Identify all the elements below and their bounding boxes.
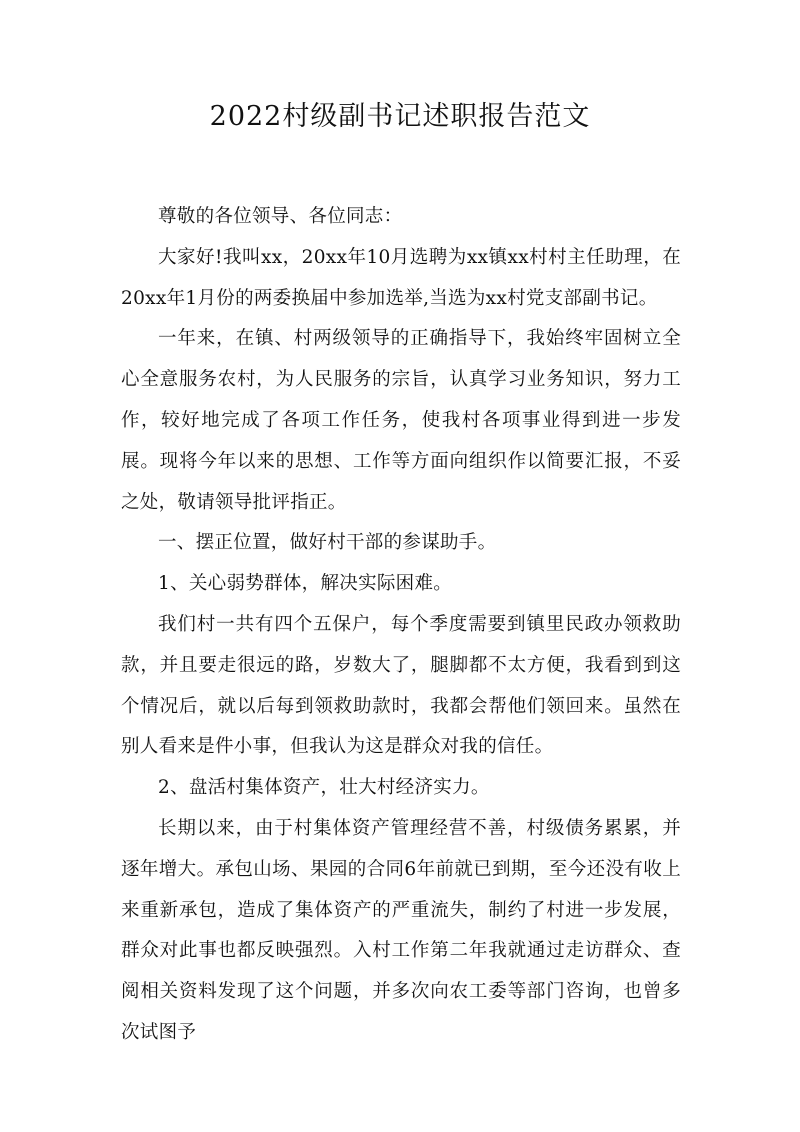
section-heading-1: 一、摆正位置，做好村干部的参谋助手。 — [158, 532, 497, 554]
body-paragraph: 长期以来，由于村集体资产管理经营不善，村级债务累累，并逐年增大。承包山场、果园的合同6年前就已到期，至今还没有收上来重新承包，造成了集体资产的严重流失，制约了村进一步发展，群众对此事也都反映强烈。入村工作第二年我就通过走访群众、查阅相关资料发现了这个问题，并多次向农工委等部门咨询，也曾多次试图予 — [121, 817, 681, 1043]
document-body — [121, 197, 681, 1054]
summary-paragraph: 一年来，在镇、村两级领导的正确指导下，我始终牢固树立全心全意服务农村，为人民服务的宗旨，认真学习业务知识，努力工作，较好地完成了各项工作任务，使我村各项事业得到进一步发展。现将今年以来的思想、工作等方面向组织作以简要汇报，不妥之处，敬请领导批评指正。 — [121, 328, 681, 513]
salutation-paragraph: 尊敬的各位领导、各位同志： — [158, 206, 403, 227]
document-title: 2022村级副书记述职报告范文 — [209, 101, 591, 132]
body-paragraph: 我们村一共有四个五保户，每个季度需要到镇里民政办领救助款，并且要走很远的路，岁数大了，腿脚都不太方便，我看到到这个情况后，就以后每到领救助款时，我都会帮他们领回来。虽然在别人看来是件小事，但我认为这是群众对我的信任。 — [121, 613, 681, 758]
introduction-paragraph: 大家好!我叫xx，20xx年10月选聘为xx镇xx村村主任助理，在20xx年1月份的两委换届中参加选举,当选为xx村党支部副书记。 — [121, 246, 681, 309]
subsection-heading-1: 1、关心弱势群体，解决实际困难。 — [158, 573, 453, 595]
subsection-heading-2: 2、盘活村集体资产，壮大村经济实力。 — [158, 777, 490, 799]
